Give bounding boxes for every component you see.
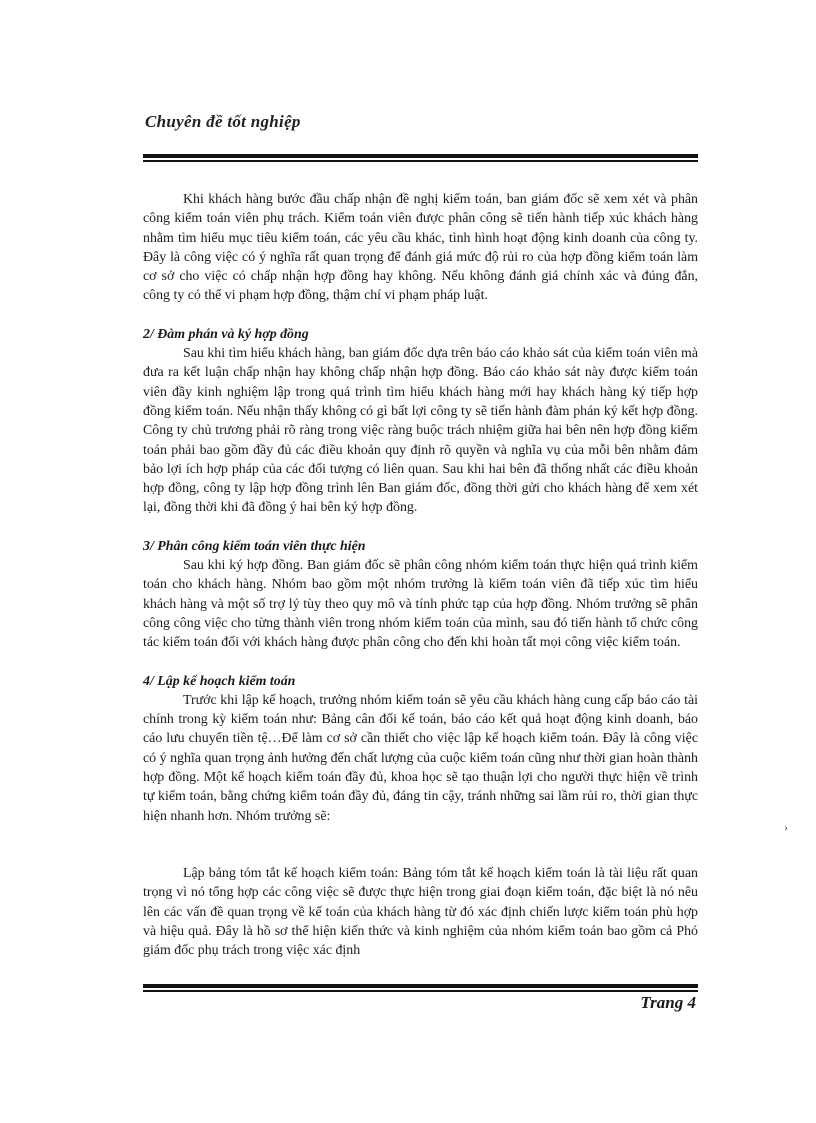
section-heading-3: 3/ Phân công kiểm toán viên thực hiện <box>143 538 366 554</box>
footer-rule-thick <box>143 984 698 988</box>
header-rule-thick <box>143 154 698 158</box>
document-body <box>143 190 698 960</box>
section-body-4: Trước khi lập kế hoạch, trưởng nhóm kiểm toán sẽ yêu cầu khách hàng cung cấp báo cáo tài chính trong kỳ kiểm toán như: Bảng cân đối kế toán, báo cáo kết quả hoạt động kinh doanh, báo cáo lưu chuyển tiền tệ…Để làm cơ sở cần thiết cho việc lập kế hoạch kiểm toán. Đây là công việc có ý nghĩa quan trọng ảnh hưởng đến chất lượng của cuộc kiểm toán cũng như thời gian hoàn thành hợp đồng. Một kế hoạch kiểm toán đầy đủ, khoa học sẽ tạo thuận lợi cho người thực hiện về trình tự kiểm toán, bằng chứng kiểm toán đầy đủ, đáng tin cậy, tránh những sai lầm rủi ro, thời gian thực hiện nhanh hơn. Nhóm trưởng sẽ: <box>143 692 698 824</box>
closing-paragraph: Lập bảng tóm tắt kế hoạch kiểm toán: Bảng tóm tắt kế hoạch kiểm toán là tài liệu rất quan trọng vì nó tổng hợp các công việc sẽ được thực hiện trong giai đoạn kiểm toán, đặc biệt là nó nêu lên các vấn đề quan trọng về kế toán của khách hàng từ đó xác định chiến lược kiểm toán phù hợp và hiệu quả. Đây là hồ sơ thể hiện kiến thức và kinh nghiệm của nhóm kiểm toán bao gồm cả Phó giám đốc phụ trách trong việc xác định <box>143 865 698 959</box>
section-heading-2: 2/ Đàm phán và ký hợp đồng <box>143 326 309 342</box>
section-heading-4: 4/ Lập kế hoạch kiểm toán <box>143 673 296 689</box>
footer-rule-thin <box>143 990 698 992</box>
page-header-title: Chuyên đề tốt nghiệp <box>145 112 301 131</box>
section-body-3: Sau khi ký hợp đồng. Ban giám đốc sẽ phân công nhóm kiểm toán thực hiện quá trình kiểm toán cho khách hàng. Nhóm bao gồm một nhóm trưởng là kiểm toán viên đã tiếp xúc tìm hiểu khách hàng và một số trợ lý tùy theo quy mô và tính phức tạp của hợp đồng. Nhóm trưởng sẽ phân công công việc cho từng thành viên trong nhóm kiểm toán của mình, sau đó tiến hành tổ chức công tác kiểm toán đối với khách hàng được phân công cho đến khi hoàn tất mọi công việc kiểm toán. <box>143 558 698 651</box>
margin-mark: › <box>784 820 788 834</box>
page-number: Trang 4 <box>640 993 696 1012</box>
intro-paragraph: Khi khách hàng bước đầu chấp nhận đề nghị kiểm toán, ban giám đốc sẽ xem xét và phân công kiểm toán viên phụ trách. Kiểm toán viên được phân công sẽ tiến hành tiếp xúc khách hàng nhằm tìm hiểu mục tiêu kiểm toán, các yêu cầu khác, tình hình hoạt động kinh doanh của công ty. Đây là công việc có ý nghĩa rất quan trọng để đánh giá mức độ rủi ro của hợp đồng kiểm toán làm cơ sở cho việc có chấp nhận hợp đồng hay không. Nếu không đánh giá chính xác và đúng đắn, công ty có thể vi phạm hợp đồng, thậm chí vi phạm pháp luật. <box>143 192 698 304</box>
section-body-2: Sau khi tìm hiểu khách hàng, ban giám đốc dựa trên báo cáo khảo sát của kiểm toán viên mà đưa ra kết luận chấp nhận hay không chấp nhận hợp đồng. Báo cáo khảo sát này được kiểm toán viên đầy kinh nghiệm lập trong quá trình tìm hiểu khách hàng mới hay khách hàng ký tiếp hợp đồng kiểm toán. Nếu nhận thấy không có gì bất lợi công ty sẽ tiến hành đàm phán ký kết hợp đồng. Công ty chủ trương phải rõ ràng trong việc ràng buộc trách nhiệm giữa hai bên nên hợp đồng kiểm toán phải bao gồm đầy đủ các điều khoản quy định rõ quyền và nghĩa vụ của mỗi bên nhằm đảm bảo lợi ích hợp pháp của các đối tượng có liên quan. Sau khi hai bên đã thống nhất các điều khoản hợp đồng, công ty lập hợp đồng trình lên Ban giám đốc, đồng thời gửi cho khách hàng để xem xét lại, đồng thời khi đã đồng ý hai bên ký hợp đồng. <box>143 346 698 516</box>
header-rule-thin <box>143 160 698 162</box>
